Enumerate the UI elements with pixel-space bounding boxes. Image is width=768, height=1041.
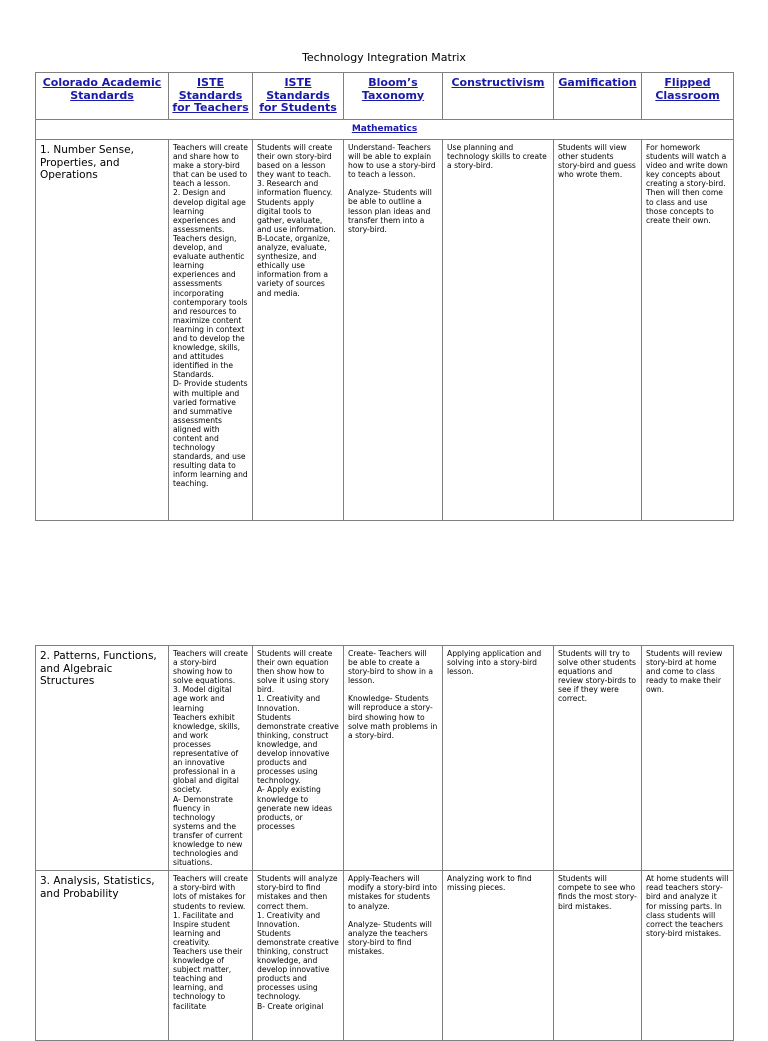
- cell-text: Applying application and solving into a story-bird lesson.: [447, 649, 542, 677]
- header-iste-students[interactable]: ISTE Standards for Students: [253, 73, 344, 120]
- matrix-table-bottom: [35, 645, 734, 1041]
- cell-text: A- Apply existing knowledge to generate new ideas products, or processes: [257, 785, 333, 831]
- gamification-cell: [554, 140, 642, 521]
- cell-text: Students will view other students story-bird and guess who wrote them.: [558, 143, 636, 180]
- cell-text: B-Locate, organize, analyze, evaluate, synthesize, and ethically use information from a variety of sources and media.: [257, 233, 331, 298]
- flipped-cell: [642, 140, 734, 521]
- header-flipped[interactable]: Flipped Classroom: [642, 73, 734, 120]
- gamification-cell: [554, 646, 642, 871]
- table-row: [36, 646, 734, 871]
- students-cell: [253, 871, 344, 1041]
- constructivism-cell: [443, 140, 554, 521]
- cell-text: B- Create original: [257, 1001, 324, 1011]
- cell-text: Students demonstrate creative thinking, construct knowledge, and develop innovative products and processes using technology.: [257, 928, 339, 1002]
- cell-text: 1. Facilitate and Inspire student learning and creativity.: [173, 910, 234, 947]
- cell-text: Analyze- Students will analyze the teachers story-bird to find mistakes.: [348, 919, 432, 956]
- cell-text: Knowledge- Students will reproduce a story-bird showing how to solve math problems in a story-bird.: [348, 694, 438, 740]
- header-iste-teachers[interactable]: ISTE Standards for Teachers: [169, 73, 253, 120]
- subject-row: [36, 120, 734, 140]
- cell-text: Students apply digital tools to gather, evaluate, and use information.: [257, 197, 336, 234]
- students-cell: [253, 646, 344, 871]
- gamification-cell: [554, 871, 642, 1041]
- header-row: [36, 73, 734, 120]
- cell-text: Students demonstrate creative thinking, construct knowledge, and develop innovative products and processes using technology.: [257, 712, 339, 786]
- cell-text: Apply-Teachers will modify a story-bird into mistakes for students to analyze.: [348, 874, 437, 911]
- cell-text: Teachers will create and share how to make a story-bird that can be used to teach a lesson.: [173, 143, 248, 189]
- cell-text: Teachers will create a story-bird showing how to solve equations.: [173, 649, 248, 686]
- subject-mathematics[interactable]: Mathematics: [36, 120, 734, 140]
- flipped-cell: [642, 871, 734, 1041]
- document-title: Technology Integration Matrix: [302, 51, 466, 64]
- header-gamification[interactable]: Gamification: [554, 73, 642, 120]
- cell-text: Students will create their own equation then show how to solve it using story bird.: [257, 649, 333, 695]
- cell-text: Students will try to solve other students equations and review story-birds to see if they were correct.: [558, 649, 637, 704]
- cell-text: D- Provide students with multiple and varied formative and summative assessments aligned with content and technology standards, and use resulting data to inform learning and teaching.: [173, 379, 248, 489]
- cell-text: 2. Design and develop digital age learning experiences and assessments.: [173, 188, 246, 234]
- blooms-cell: [344, 140, 443, 521]
- cell-text: Teachers will create a story-bird with lots of mistakes for students to review.: [173, 874, 248, 911]
- standard-cell: 2. Patterns, Functions, and Algebraic Structures: [36, 646, 169, 871]
- cell-text: Teachers design, develop, and evaluate authentic learning experiences and assessments incorporating contemporary tools and resources to maximize content learning in context and to develop the knowledge, skills, and attitudes identified in the Standards.: [173, 233, 248, 380]
- cell-text: Students will review story-bird at home and come to class ready to make their own.: [646, 649, 723, 695]
- cell-text: 1. Creativity and Innovation.: [257, 694, 321, 713]
- cell-text: 3. Model digital age work and learning: [173, 685, 232, 713]
- cell-text: Teachers use their knowledge of subject matter, teaching and learning, and technology to facilitate: [173, 947, 243, 1011]
- blooms-cell: [344, 871, 443, 1041]
- header-colorado-standards[interactable]: Colorado Academic Standards: [36, 73, 169, 120]
- cell-text: Understand- Teachers will be able to explain how to use a story-bird to teach a lesson.: [348, 143, 436, 180]
- flipped-cell: [642, 646, 734, 871]
- cell-text: 3. Research and information fluency.: [257, 179, 333, 198]
- cell-text: Create- Teachers will be able to create a story-bird to show in a lesson.: [348, 649, 434, 686]
- header-blooms[interactable]: Bloom’s Taxonomy: [344, 73, 443, 120]
- cell-text: For homework students will watch a video and write down key concepts about creating a story-bird. Then will then come to class and use those concepts to create their own.: [646, 143, 728, 225]
- header-constructivism[interactable]: Constructivism: [443, 73, 554, 120]
- teachers-cell: [169, 646, 253, 871]
- teachers-cell: [169, 871, 253, 1041]
- students-cell: [253, 140, 344, 521]
- cell-text: Use planning and technology skills to create a story-bird.: [447, 143, 547, 171]
- cell-text: Analyze- Students will be able to outline a lesson plan ideas and transfer them into a story-bird.: [348, 188, 432, 234]
- constructivism-cell: [443, 871, 554, 1041]
- cell-text: Teachers exhibit knowledge, skills, and work processes representative of an innovative professional in a global and digital society.: [173, 712, 241, 795]
- standard-cell: 3. Analysis, Statistics, and Probability: [36, 871, 169, 1041]
- cell-text: Students will analyze story-bird to find mistakes and then correct them.: [257, 874, 338, 911]
- matrix-table-top: [35, 72, 734, 521]
- table-row: [36, 140, 734, 521]
- cell-text: 1. Creativity and Innovation.: [257, 910, 321, 929]
- table-row: [36, 871, 734, 1041]
- cell-text: At home students will read teachers story-bird and analyze it for missing parts. In class students will correct the teachers story-bird mistakes.: [646, 874, 729, 938]
- cell-text: A- Demonstrate fluency in technology systems and the transfer of current knowledge to new technologies and situations.: [173, 794, 243, 868]
- teachers-cell: [169, 140, 253, 521]
- blooms-cell: [344, 646, 443, 871]
- cell-text: Students will create their own story-bird based on a lesson they want to teach.: [257, 143, 333, 180]
- cell-text: Students will compete to see who finds the most story-bird mistakes.: [558, 874, 637, 911]
- constructivism-cell: [443, 646, 554, 871]
- standard-cell: 1. Number Sense, Properties, and Operations: [36, 140, 169, 521]
- cell-text: Analyzing work to find missing pieces.: [447, 874, 532, 893]
